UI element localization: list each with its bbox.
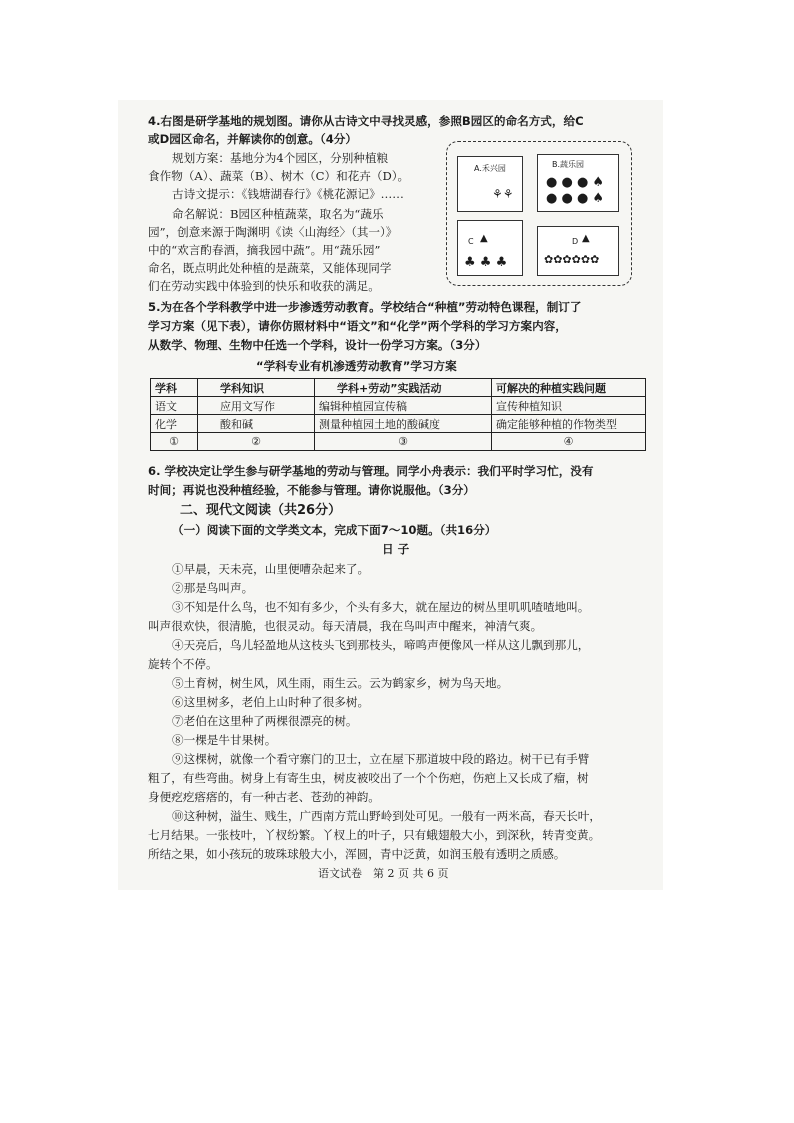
cell-knowledge: 应用文写作 <box>198 397 315 415</box>
paragraph-3-line-1: ③不知是什么鸟，也不知有多少，个头有多大，就在屋边的树丛里叽叽喳喳地叫。 <box>172 600 590 614</box>
paragraph-4-line-2: 旋转个不停。 <box>148 657 218 671</box>
cell-problem: 宣传种植知识 <box>492 397 646 415</box>
base-plan-map <box>446 141 632 286</box>
q4-explain-2: 园”，创意来源于陶渊明《读〈山海经〉（其一）》 <box>148 225 398 239</box>
q4-line-1: 4.右图是研学基地的规划图。请你从古诗文中寻找灵感，参照B园区的命名方式，给C <box>148 114 584 128</box>
zone-a-label: A.禾兴园 <box>474 164 506 173</box>
paragraph-6: ⑥这里树多，老伯上山时种了很多树。 <box>172 695 370 709</box>
paragraph-9-line-1: ⑨这棵树，就像一个看守寨门的卫士，立在屋下那道坡中段的路边。树干已有手臂 <box>172 752 590 766</box>
table-row <box>151 397 646 415</box>
q4-explain-5: 们在劳动实践中体验到的快乐和收获的满足。 <box>148 279 380 293</box>
table-row <box>151 433 646 451</box>
paragraph-1: ①早晨，天未亮，山里便嘈杂起来了。 <box>172 562 370 576</box>
paragraph-2: ②那是鸟叫声。 <box>172 581 254 595</box>
header-activity: 学科+劳动”实践活动 <box>315 379 492 397</box>
paragraph-10-line-2: 七月结果。一张枝叶，丫杈纷繁。丫杈上的叶子，只有蛾翅般大小，到深秋，转青变黄。 <box>148 828 601 842</box>
header-subject: 学科 <box>151 379 198 397</box>
cell-activity: 编辑种植园宣传稿 <box>315 397 492 415</box>
q4-explain-4: 命名，既点明此处种植的是蔬菜，又能体现同学 <box>148 261 392 275</box>
q5-line-2: 学习方案（见下表），请你仿照材料中“语文”和“化学”两个学科的学习方案内容， <box>148 319 567 333</box>
header-problem: 可解决的种植实践问题 <box>492 379 646 397</box>
paragraph-8: ⑧一棵是牛甘果树。 <box>172 733 277 747</box>
q4-explain-3: 中的“欢言酌春酒，摘我园中蔬”。用“蔬乐园” <box>148 243 381 257</box>
zone-d <box>537 226 619 276</box>
paragraph-7: ⑦老伯在这里种了两棵很漂亮的树。 <box>172 714 358 728</box>
tree-icon: ▲ <box>480 233 488 244</box>
q6-line-2: 时间；再说也没种植经验，不能参与管理。请你说服他。（3分） <box>148 483 475 497</box>
cell-blank-2: ② <box>198 433 315 451</box>
zone-c <box>457 220 523 276</box>
zone-a <box>457 156 523 180</box>
flower-icon: ▲ <box>582 233 590 244</box>
vegetable-icon-2: ● ● ● ♠ <box>546 191 605 206</box>
cell-subject: 化学 <box>151 415 198 433</box>
trees-row-icon: ♣ ♣ ♣ <box>464 255 508 270</box>
q4-hint: 古诗文提示：《钱塘湖春行》《桃花源记》…… <box>172 187 404 201</box>
paragraph-10-line-1: ⑩这种树，溢生、贱生，广西南方荒山野岭到处可见。一般有一两米高，春天长叶， <box>172 809 601 823</box>
q4-line-2: 或D园区命名，并解读你的创意。（4分） <box>148 132 357 146</box>
section-title: 二、现代文阅读（共26分） <box>180 503 342 518</box>
paragraph-5: ⑤土育树，树生风，风生雨，雨生云。云为鹤家乡，树为鸟天地。 <box>172 676 509 690</box>
q5-line-1: 5.为在各个学科教学中进一步渗透劳动教育。学校结合“种植”劳动特色课程，制订了 <box>148 300 582 314</box>
cell-blank-3: ③ <box>315 433 492 451</box>
paragraph-10-line-3: 所结之果，如小孩玩的玻珠球般大小，浑圆，青中泛黄，如润玉般有透明之质感。 <box>148 847 566 861</box>
cell-blank-4: ④ <box>492 433 646 451</box>
header-knowledge: 学科知识 <box>198 379 315 397</box>
table-row <box>151 415 646 433</box>
section-subtitle: （一）阅读下面的文学类文本，完成下面7～10题。（共16分） <box>172 523 497 537</box>
cell-blank-1: ① <box>151 433 198 451</box>
paragraph-9-line-3: 身便疙疙瘩瘩的，有一种古老、苍劲的神韵。 <box>148 790 380 804</box>
study-plan-table <box>150 378 646 451</box>
paragraph-9-line-2: 粗了，有些弯曲。树身上有寄生虫，树皮被咬出了一个个伤疤，伤疤上又长成了瘤，树 <box>148 771 589 785</box>
paragraph-4-line-1: ④天亮后，鸟儿轻盈地从这枝头飞到那枝头，啼鸣声便像风一样从这儿飘到那儿， <box>172 638 590 652</box>
cell-subject: 语文 <box>151 397 198 415</box>
table-header-row <box>151 379 646 397</box>
zone-c-label: C <box>468 237 474 246</box>
vegetable-icon: ● ● ● ♠ <box>546 175 605 190</box>
article-title: 日 子 <box>382 542 410 556</box>
grain-icon: ⚘⚘ <box>492 187 514 201</box>
page-footer: 语文试卷 第 2 页 共 6 页 <box>318 867 449 880</box>
q6-line-1: 6. 学校决定让学生参与研学基地的劳动与管理。同学小舟表示：我们平时学习忙，没有 <box>148 464 594 478</box>
zone-a-extension <box>457 178 523 212</box>
q5-table-title: “学科专业有机渗透劳动教育”学习方案 <box>256 359 457 373</box>
q4-explain-1: 命名解说：B园区种植蔬菜，取名为“蔬乐 <box>172 207 384 221</box>
zone-d-label: D <box>572 237 579 246</box>
cell-problem: 确定能够种植的作物类型 <box>492 415 646 433</box>
q4-plan-1: 规划方案：基地分为4个园区，分别种植粮 <box>172 151 389 165</box>
zone-b-label: B.蔬乐园 <box>552 160 585 169</box>
flowers-row-icon: ✿✿✿✿✿✿ <box>544 253 600 266</box>
zone-b <box>537 154 619 212</box>
q4-plan-2: 食作物（A）、蔬菜（B）、树木（C）和花卉（D）。 <box>148 169 410 183</box>
paragraph-3-line-2: 叫声很欢快，很清脆，也很灵动。每天清晨，我在鸟叫声中醒来，神清气爽。 <box>148 619 543 633</box>
cell-activity: 测量种植园土地的酸碱度 <box>315 415 492 433</box>
q5-line-3: 从数学、物理、生物中任选一个学科，设计一份学习方案。（3分） <box>148 338 487 352</box>
cell-knowledge: 酸和碱 <box>198 415 315 433</box>
